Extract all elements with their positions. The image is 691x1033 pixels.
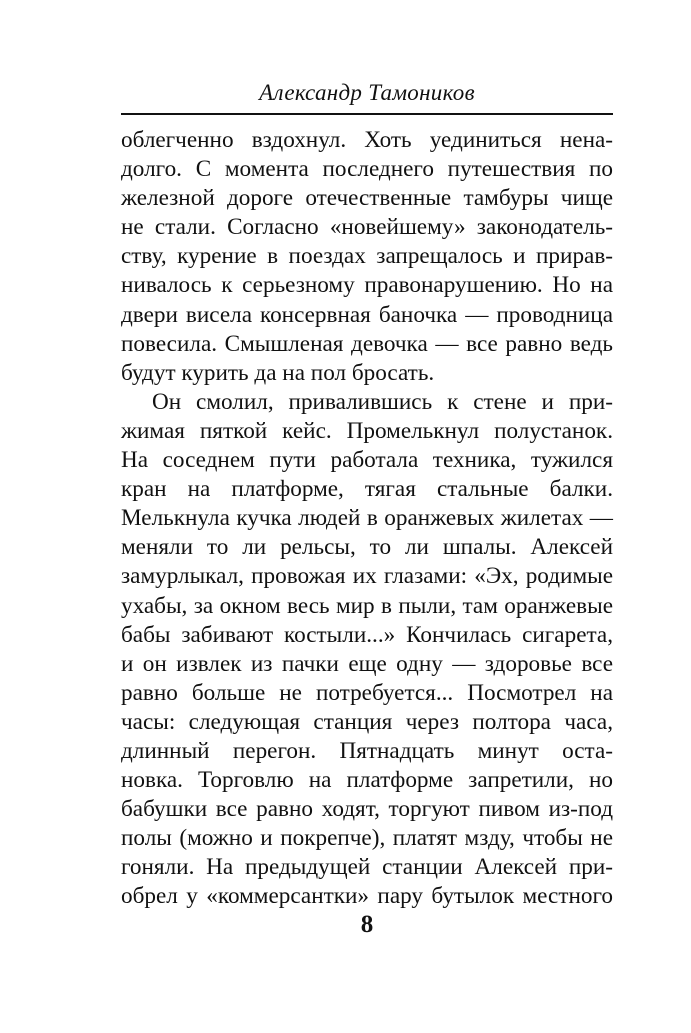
text-line: гоняли. На предыдущей станции Алексей при- xyxy=(121,854,613,881)
text-line: На соседнем пути работала техника, тужился xyxy=(121,447,613,474)
text-line: железной дороге отечественные тамбуры чище xyxy=(121,185,613,212)
text-line: ству, курение в поездах запрещалось и прирав- xyxy=(121,243,613,270)
text-line: нивалось к серьезному правонарушению. Но на xyxy=(121,272,613,299)
header-divider xyxy=(121,113,613,115)
text-line: замурлыкал, провожая их глазами: «Эх, родимые xyxy=(121,563,613,590)
text-line-paragraph-end: будут курить да на пол бросать. xyxy=(121,359,435,386)
text-line: меняли то ли рельсы, то ли шпалы. Алексей xyxy=(121,534,613,561)
text-line: обрел у «коммерсантки» пару бутылок местного xyxy=(121,883,613,910)
text-line: повесила. Смышленая девочка — все равно ведь xyxy=(121,330,613,357)
running-header-author: Александр Тамоников xyxy=(259,80,475,105)
body-text xyxy=(121,126,613,912)
text-line: ухабы, за окном весь мир в пыли, там оранжевые xyxy=(121,592,613,619)
text-line: часы: следующая станция через полтора часа, xyxy=(121,708,613,735)
text-line-paragraph-start: Он смолил, привалившись к стене и при- xyxy=(152,388,613,415)
text-line: бабушки все равно ходят, торгуют пивом из-под xyxy=(121,796,613,823)
text-line: бабы забивают костыли...» Кончилась сигарета, xyxy=(121,621,613,648)
page-number: 8 xyxy=(360,911,374,938)
text-line: полы (можно и покрепче), платят мзду, чтобы не xyxy=(121,825,613,852)
text-line: двери висела консервная баночка — проводница xyxy=(121,301,613,328)
text-line: и он извлек из пачки еще одну — здоровье все xyxy=(121,650,613,677)
text-line: жимая пяткой кейс. Промелькнул полустанок. xyxy=(121,417,613,444)
text-line: Мелькнула кучка людей в оранжевых жилетах — xyxy=(121,505,613,532)
text-line: долго. С момента последнего путешествия по xyxy=(121,156,613,183)
text-line: не стали. Согласно «новейшему» законодатель- xyxy=(121,214,613,241)
text-line: длинный перегон. Пятнадцать минут оста- xyxy=(121,737,613,764)
text-line: новка. Торговлю на платформе запретили, но xyxy=(121,767,613,794)
text-line: облегченно вздохнул. Хоть уединиться нена- xyxy=(121,127,613,153)
text-line: кран на платформе, тягая стальные балки. xyxy=(121,476,613,503)
text-line: равно больше не потребуется... Посмотрел на xyxy=(121,679,613,706)
